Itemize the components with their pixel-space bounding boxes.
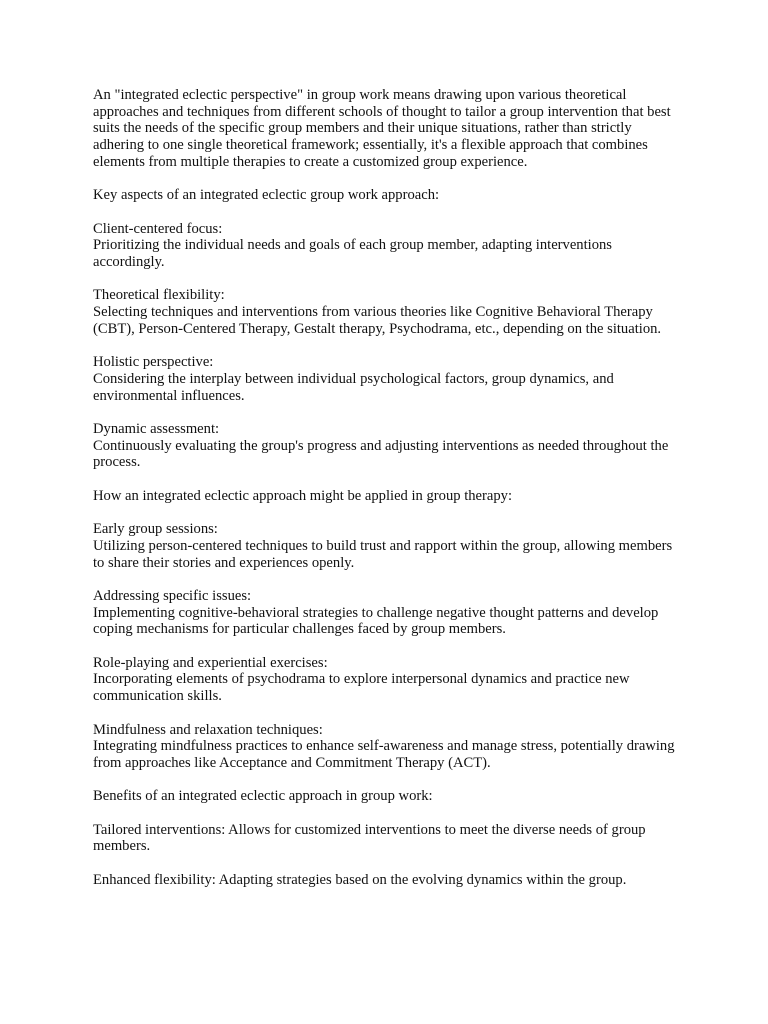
key-aspect-text: Selecting techniques and interventions from various theories like Cognitive Behavioral Therapy (CBT), Person-Centered Therapy, Gestalt therapy, Psychodrama, etc., depending on the situation. bbox=[93, 304, 662, 337]
application-item-text: Implementing cognitive-behavioral strategies to challenge negative thought patterns and develop coping mechanisms for particular challenges faced by group members. bbox=[93, 604, 659, 638]
key-aspect-heading: Theoretical flexibility: bbox=[93, 287, 225, 304]
benefit-item: Enhanced flexibility: Adapting strategies based on the evolving dynamics within the group. bbox=[93, 871, 627, 888]
benefit-item: Tailored interventions: Allows for customized interventions to meet the diverse needs of group members. bbox=[93, 821, 646, 855]
application-item bbox=[93, 655, 683, 705]
intro-paragraph: An "integrated eclectic perspective" in group work means drawing upon various theoretical approaches and techniques from different schools of thought to tailor a group intervention that best suits the needs of the specific group members and their unique situations, rather than strictly adhering to one single theoretical framework; essentially, it's a flexible approach that combines elements from multiple therapies to create a customized group experience. bbox=[93, 87, 671, 170]
benefits-heading: Benefits of an integrated eclectic approach in group work: bbox=[93, 788, 433, 805]
application-item-text: Utilizing person-centered techniques to build trust and rapport within the group, allowing members to share their stories and experiences openly. bbox=[93, 537, 673, 571]
application-item-text: Incorporating elements of psychodrama to explore interpersonal dynamics and practice new communication skills. bbox=[93, 671, 630, 705]
application-item-heading: Mindfulness and relaxation techniques: bbox=[93, 721, 323, 738]
application-item bbox=[93, 521, 683, 571]
application-item-text: Integrating mindfulness practices to enhance self-awareness and manage stress, potentially drawing from approaches like Acceptance and Commitment Therapy (ACT). bbox=[93, 738, 675, 771]
key-aspect-heading: Client-centered focus: bbox=[93, 220, 223, 237]
application-heading: How an integrated eclectic approach might be applied in group therapy: bbox=[93, 487, 513, 504]
document-page bbox=[93, 87, 683, 905]
key-aspect-item bbox=[93, 221, 683, 271]
key-aspect-item bbox=[93, 287, 683, 337]
application-item-heading: Addressing specific issues: bbox=[93, 587, 252, 604]
key-aspect-text: Continuously evaluating the group's progress and adjusting interventions as needed throughout the process. bbox=[93, 437, 669, 471]
application-item-heading: Early group sessions: bbox=[93, 521, 218, 538]
key-aspect-heading: Holistic perspective: bbox=[93, 354, 214, 371]
key-aspect-text: Prioritizing the individual needs and goals of each group member, adapting interventions accordingly. bbox=[93, 237, 612, 270]
key-aspects-heading: Key aspects of an integrated eclectic group work approach: bbox=[93, 187, 440, 204]
application-item bbox=[93, 722, 683, 772]
key-aspect-text: Considering the interplay between individual psychological factors, group dynamics, and environmental influences. bbox=[93, 370, 614, 404]
key-aspect-item bbox=[93, 421, 683, 471]
key-aspect-item bbox=[93, 354, 683, 404]
application-item-heading: Role-playing and experiential exercises: bbox=[93, 654, 328, 671]
key-aspect-heading: Dynamic assessment: bbox=[93, 420, 220, 437]
application-item bbox=[93, 588, 683, 638]
